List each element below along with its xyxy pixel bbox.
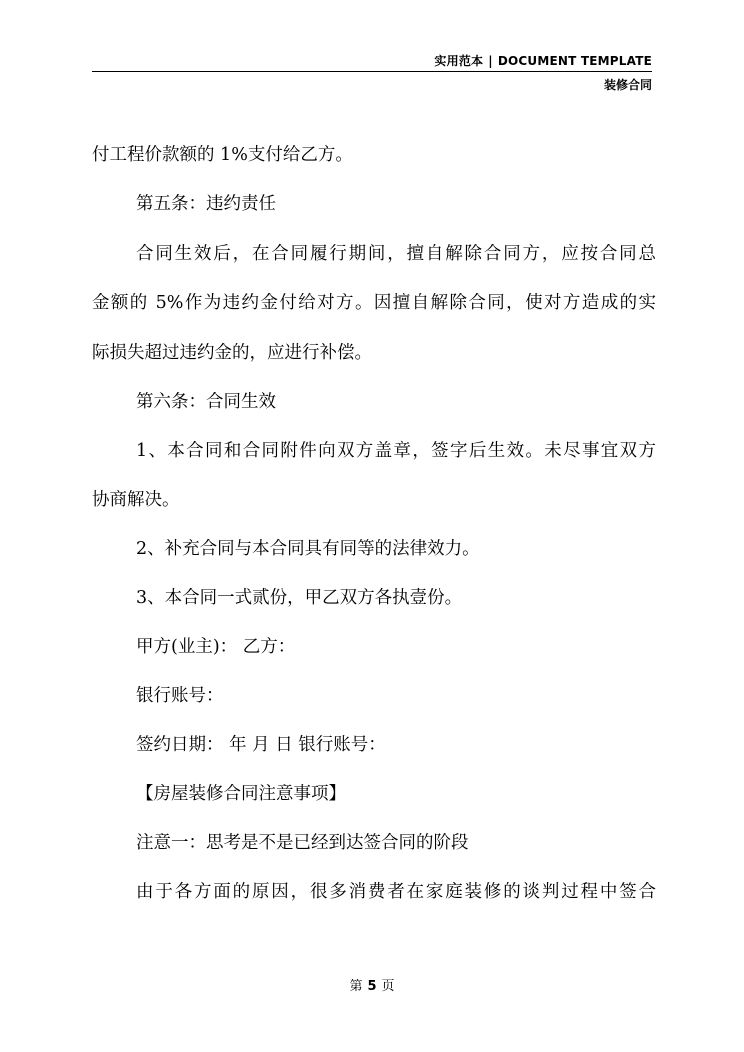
body-line-8: 协商解决。 [92,490,180,510]
body-line-4: 金额的 5%作为违约金付给对方。因擅自解除合同，使对方造成的实 [92,293,656,313]
section-heading-6: 第六条：合同生效 [136,392,276,412]
header-category: 实用范本 [434,54,484,68]
page-number: 5 [367,979,377,994]
body-line-1: 付工程价款额的 1%支付给乙方。 [92,145,353,165]
header-separator: | [488,54,493,68]
sign-date-line: 签约日期： 年 月 日 银行账号： [136,735,386,755]
notes-heading: 【房屋装修合同注意事项】 [136,784,346,804]
footer-suffix: 页 [381,979,395,994]
note-one-heading: 注意一：思考是不是已经到达签合同的阶段 [136,833,469,853]
party-line: 甲方(业主)： 乙方： [136,637,296,657]
body-line-7: 1、本合同和合同附件向双方盖章，签字后生效。未尽事宜双方 [136,441,656,461]
page-footer [0,975,744,994]
header-template-label [434,52,652,69]
body-line-9: 2、补充合同与本合同具有同等的法律效力。 [136,539,480,559]
body-line-10: 3、本合同一式贰份，甲乙双方各执壹份。 [136,588,463,608]
body-line-3: 合同生效后，在合同履行期间，擅自解除合同方，应按合同总 [136,244,656,264]
header-divider [92,71,652,72]
footer-prefix: 第 [349,979,363,994]
header-template: DOCUMENT TEMPLATE [497,54,652,68]
bank-account-line: 银行账号： [136,686,224,706]
header-doc-title: 装修合同 [603,78,652,92]
body-line-16: 由于各方面的原因，很多消费者在家庭装修的谈判过程中签合 [136,882,656,902]
section-heading-5: 第五条：违约责任 [136,194,276,214]
body-line-5: 际损失超过违约金的，应进行补偿。 [92,343,372,363]
